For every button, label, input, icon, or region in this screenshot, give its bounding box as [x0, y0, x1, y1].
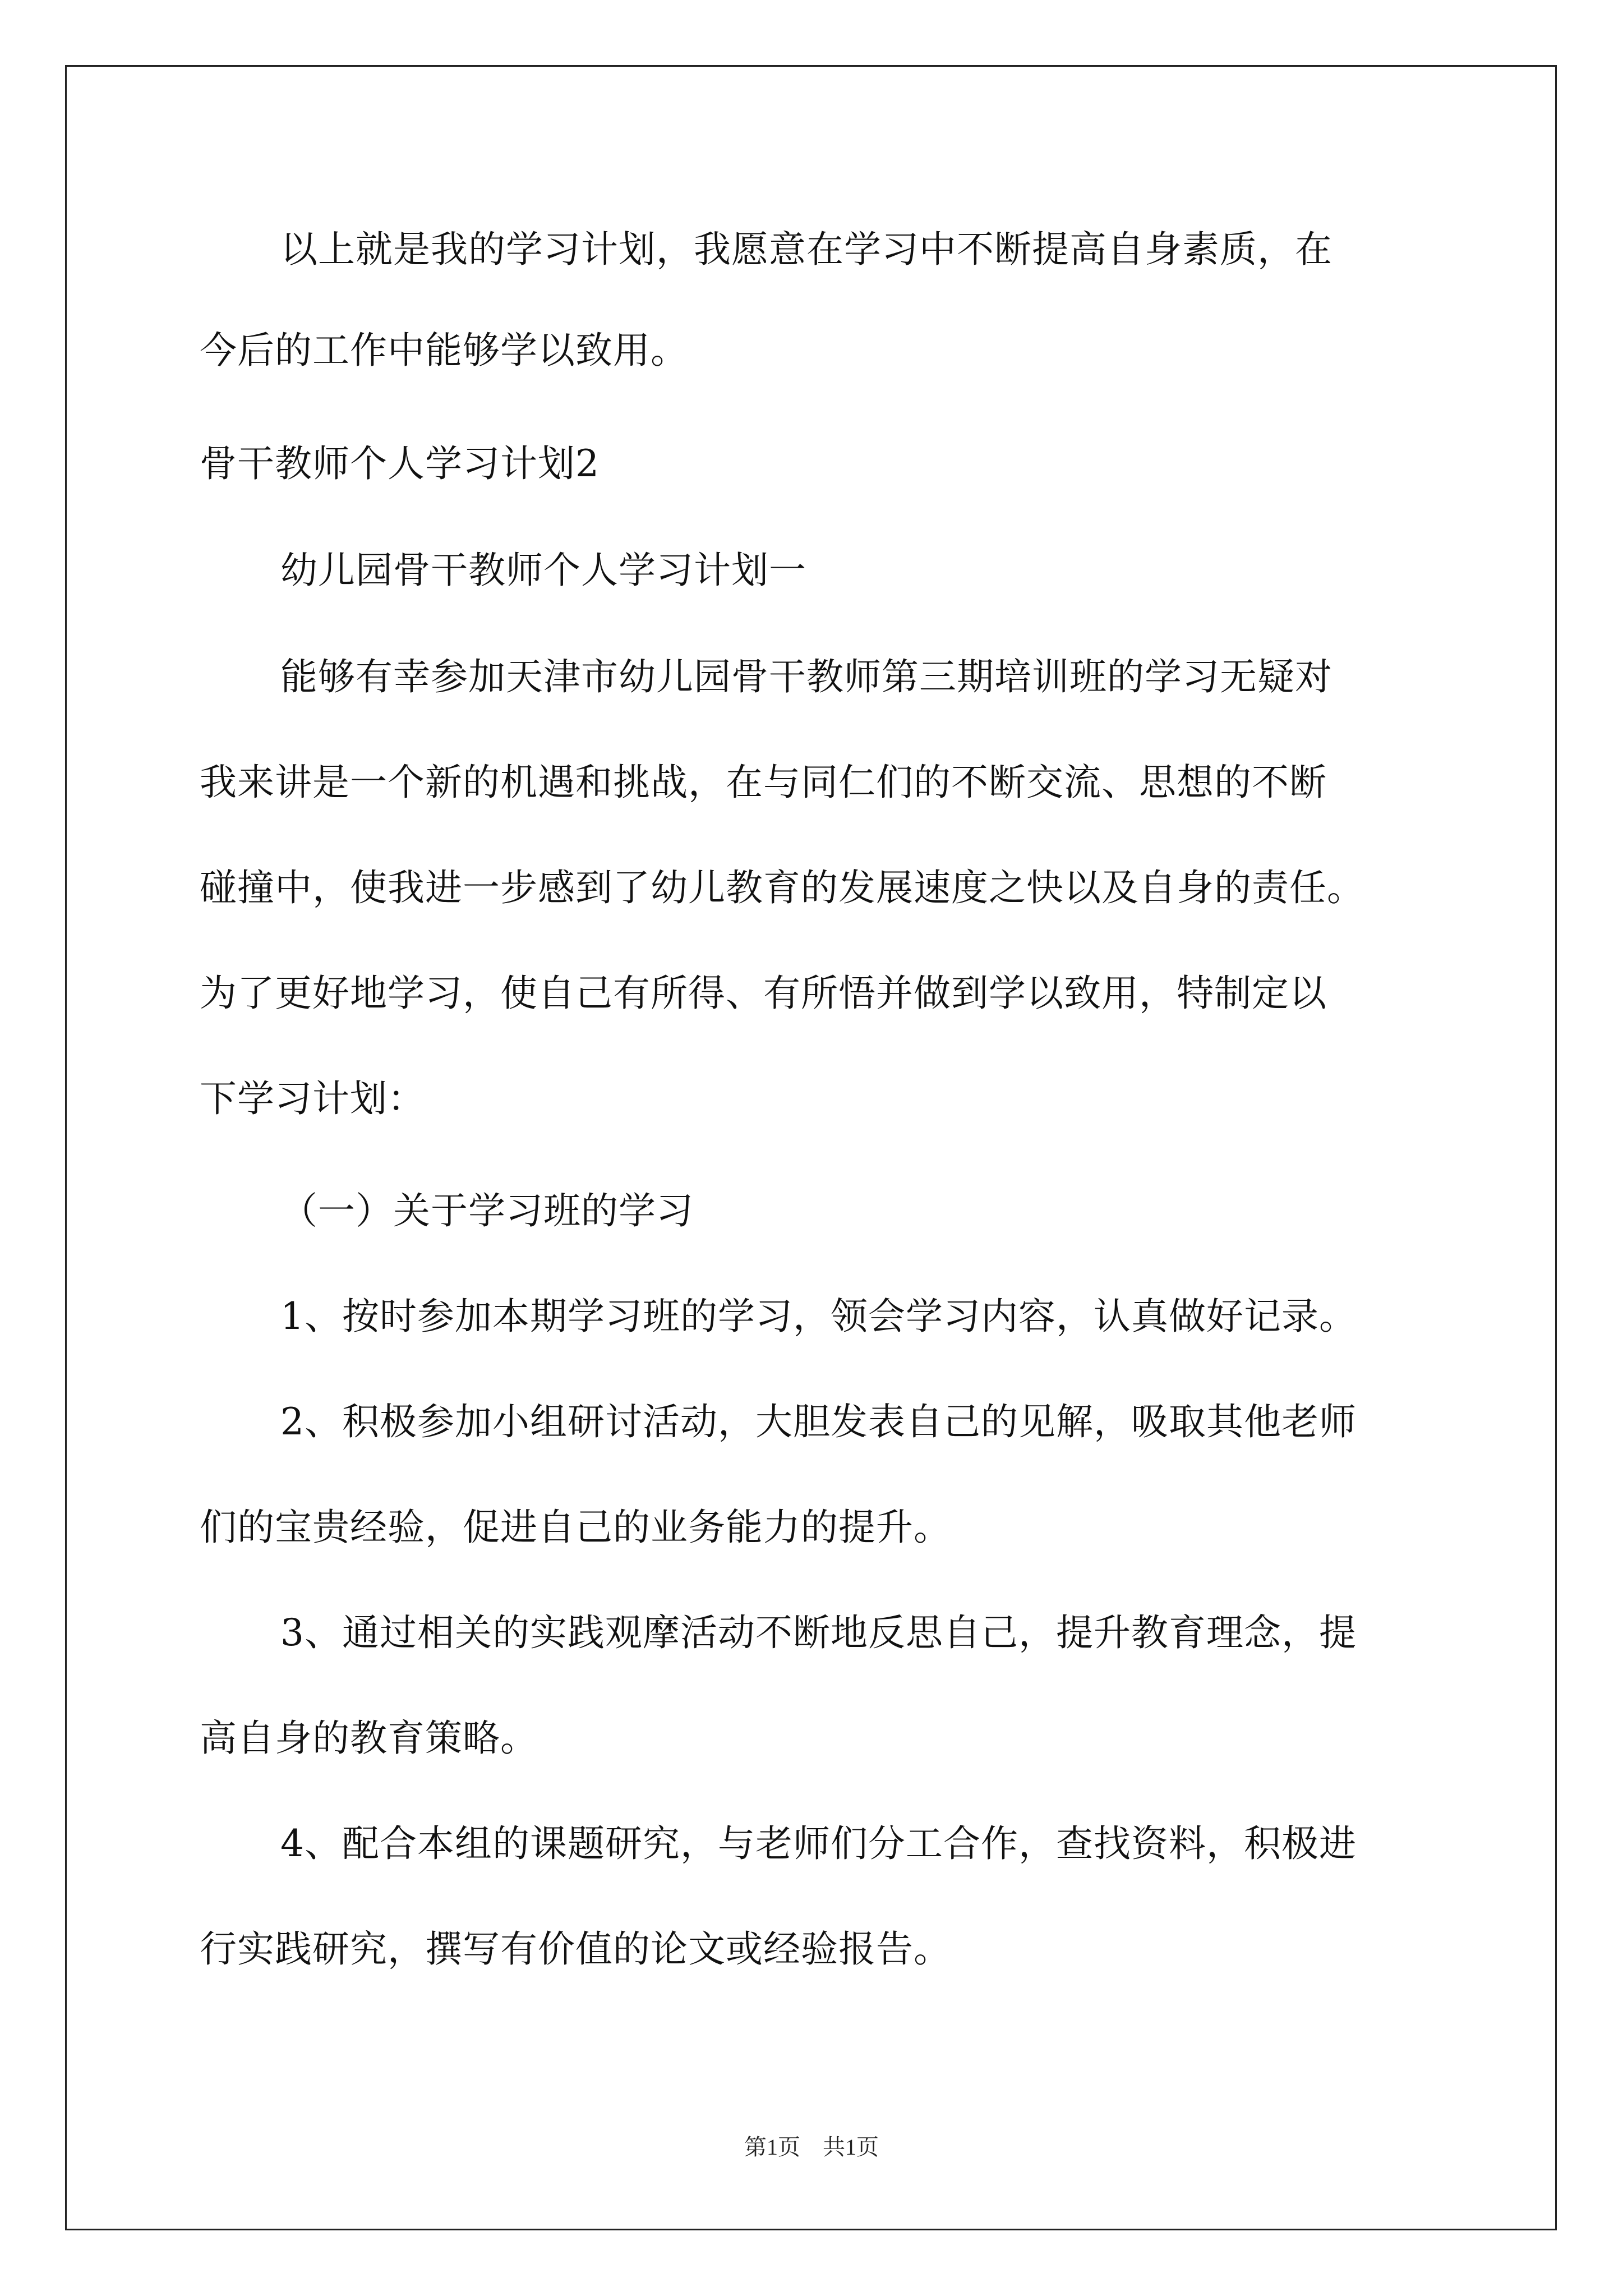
paragraph-line: 下学习计划：: [200, 1077, 425, 1120]
list-heading: （一）关于学习班的学习: [280, 1189, 694, 1232]
page-border: [65, 65, 1557, 2230]
subsection-heading: 幼儿园骨干教师个人学习计划一: [280, 549, 806, 592]
list-item-continuation: 行实践研究，撰写有价值的论文或经验报告。: [200, 1927, 951, 1971]
paragraph-line: 今后的工作中能够学以致用。: [200, 329, 688, 372]
list-item: 1、按时参加本期学习班的学习，领会学习内容，认真做好记录。: [280, 1295, 1357, 1338]
list-item: 2、积极参加小组研讨活动，大胆发表自己的见解，吸取其他老师: [280, 1400, 1357, 1443]
list-item-continuation: 高自身的教育策略。: [200, 1717, 538, 1760]
section-heading: 骨干教师个人学习计划2: [200, 442, 600, 485]
paragraph-line: 我来讲是一个新的机遇和挑战，在与同仁们的不断交流、思想的不断: [200, 761, 1327, 804]
list-item: 4、配合本组的课题研究，与老师们分工合作，查找资料，积极进: [280, 1822, 1357, 1865]
paragraph-line: 为了更好地学习，使自己有所得、有所悟并做到学以致用，特制定以: [200, 972, 1327, 1015]
paragraph-line: 以上就是我的学习计划，我愿意在学习中不断提高自身素质，在: [280, 228, 1332, 271]
paragraph-line: 碰撞中，使我进一步感到了幼儿教育的发展速度之快以及自身的责任。: [200, 866, 1364, 909]
list-item-continuation: 们的宝贵经验，促进自己的业务能力的提升。: [200, 1506, 951, 1549]
paragraph-line: 能够有幸参加天津市幼儿园骨干教师第三期培训班的学习无疑对: [280, 655, 1332, 698]
page-number: 第1页 共1页: [744, 2134, 879, 2160]
list-item: 3、通过相关的实践观摩活动不断地反思自己，提升教育理念，提: [280, 1611, 1357, 1654]
